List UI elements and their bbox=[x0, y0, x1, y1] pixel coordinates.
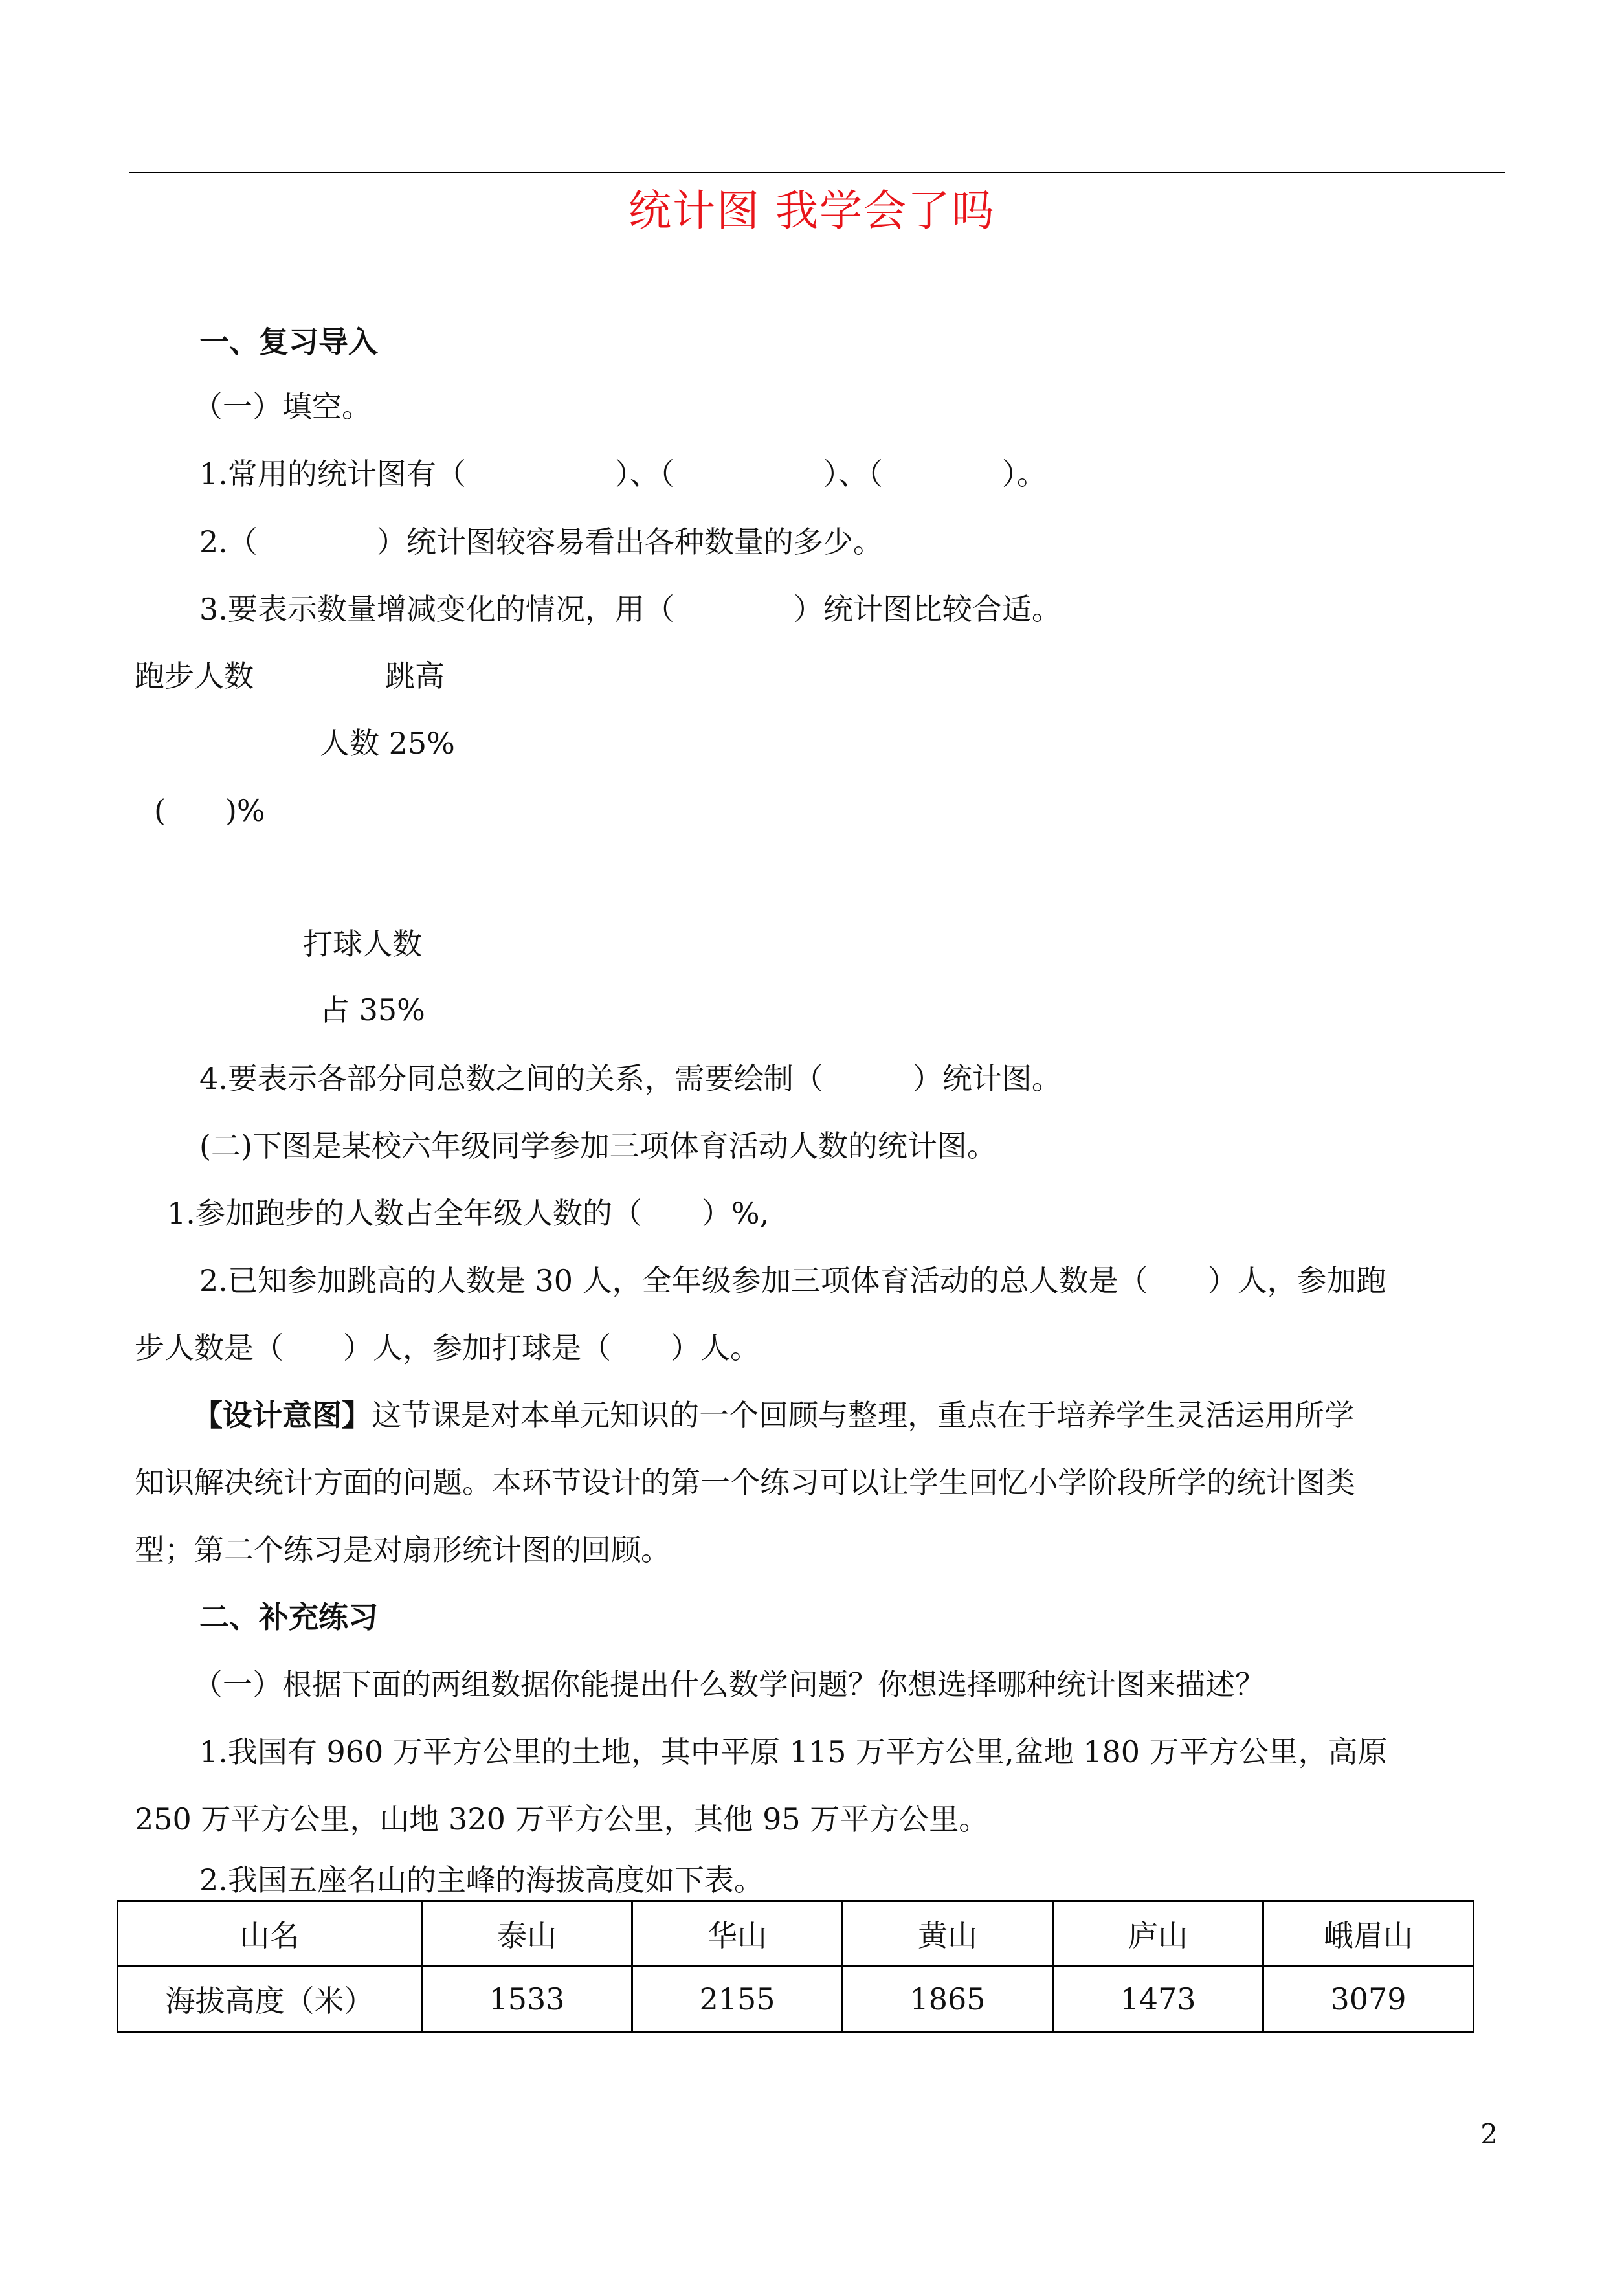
table-row bbox=[118, 1967, 1474, 2032]
table-cell: 1865 bbox=[843, 1967, 1053, 2032]
table-header-cell: 黄山 bbox=[843, 1901, 1053, 1967]
header-rule bbox=[129, 172, 1505, 173]
section1-heading: 一、复习导入 bbox=[199, 324, 378, 359]
table-cell: 海拔高度（米） bbox=[118, 1967, 422, 2032]
question-4: 4.要表示各部分同总数之间的关系，需要绘制（ ）统计图。 bbox=[199, 1061, 1062, 1096]
design-intent-line1 bbox=[193, 1396, 1354, 1435]
part2-question-2-line1: 2.已知参加跳高的人数是 30 人，全年级参加三项体育活动的总人数是（ ）人，参加跑 bbox=[199, 1263, 1386, 1298]
table-row bbox=[118, 1901, 1474, 1967]
table-header-cell: 山名 bbox=[118, 1901, 422, 1967]
section2-heading: 二、补充练习 bbox=[199, 1600, 378, 1635]
page-title: 统计图 我学会了吗 bbox=[628, 186, 996, 236]
table-cell: 1533 bbox=[422, 1967, 632, 2032]
section2-question-1-line1: 1.我国有 960 万平方公里的土地，其中平原 115 万平方公里,盆地 180 万平方公里，高原 bbox=[199, 1734, 1388, 1769]
pie-label-jump: 跳高 bbox=[385, 658, 445, 693]
question-2: 2.（ ）统计图较容易看出各种数量的多少。 bbox=[199, 524, 883, 559]
table-cell: 3079 bbox=[1263, 1967, 1474, 2032]
design-intent-label: 【设计意图】 bbox=[193, 1398, 372, 1433]
design-intent-line2: 知识解决统计方面的问题。本环节设计的第一个练习可以让学生回忆小学阶段所学的统计图类 bbox=[135, 1465, 1355, 1500]
question-3: 3.要表示数量增减变化的情况，用（ ）统计图比较合适。 bbox=[199, 592, 1062, 627]
page-number: 2 bbox=[1480, 2118, 1498, 2150]
design-intent-text1: 这节课是对本单元知识的一个回顾与整理，重点在于培养学生灵活运用所学 bbox=[372, 1398, 1354, 1433]
pie-label-jump-pct: 人数 25% bbox=[320, 726, 455, 761]
table-header-cell: 华山 bbox=[632, 1901, 843, 1967]
section2-part1-heading: （一）根据下面的两组数据你能提出什么数学问题？你想选择哪种统计图来描述？ bbox=[193, 1667, 1265, 1702]
table-header-cell: 庐山 bbox=[1053, 1901, 1263, 1967]
table-cell: 2155 bbox=[632, 1967, 843, 2032]
design-intent-line3: 型；第二个练习是对扇形统计图的回顾。 bbox=[135, 1532, 671, 1567]
section1-part2-heading: (二)下图是某校六年级同学参加三项体育活动人数的统计图。 bbox=[199, 1128, 997, 1163]
table-cell: 1473 bbox=[1053, 1967, 1263, 2032]
section1-part1-heading: （一）填空。 bbox=[193, 389, 372, 424]
pie-label-run: 跑步人数 bbox=[135, 658, 254, 693]
table-header-cell: 泰山 bbox=[422, 1901, 632, 1967]
pie-label-ball-pct: 占 35% bbox=[320, 992, 425, 1027]
part2-question-1: 1.参加跑步的人数占全年级人数的（ ）%, bbox=[167, 1196, 770, 1231]
part2-question-2-line2: 步人数是（ ）人，参加打球是（ ）人。 bbox=[135, 1330, 760, 1365]
section2-question-2: 2.我国五座名山的主峰的海拔高度如下表。 bbox=[199, 1862, 764, 1897]
section2-question-1-line2: 250 万平方公里，山地 320 万平方公里，其他 95 万平方公里。 bbox=[135, 1802, 989, 1837]
question-1: 1.常用的统计图有（ ）、（ ）、（ ）。 bbox=[199, 456, 1047, 491]
pie-label-run-pct: ( )% bbox=[154, 793, 265, 828]
pie-label-ball: 打球人数 bbox=[303, 926, 422, 961]
mountain-heights-table bbox=[117, 1900, 1474, 2033]
table-header-cell: 峨眉山 bbox=[1263, 1901, 1474, 1967]
